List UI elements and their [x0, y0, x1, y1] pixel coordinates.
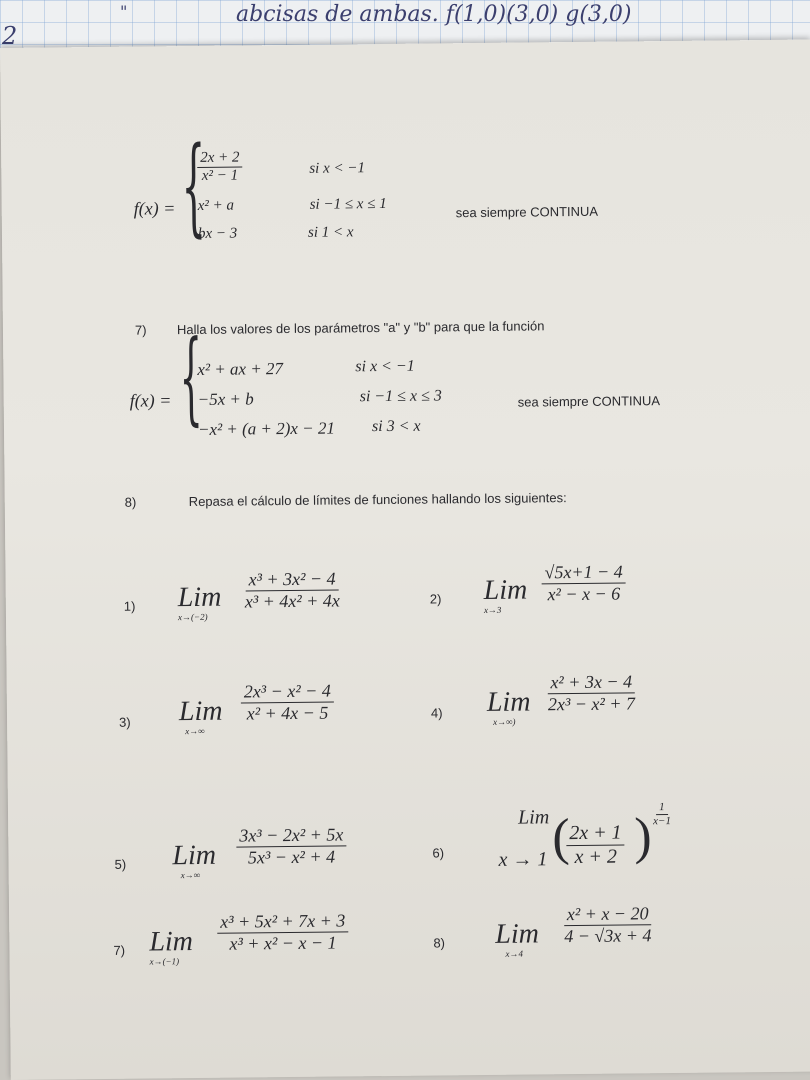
p7-case1-cond: si x < −1	[355, 357, 415, 376]
handwritten-note: abcisas de ambas. f(1,0)(3,0) g(3,0)	[236, 2, 632, 27]
quote-mark: "	[120, 2, 128, 21]
p7-case3-cond: si 3 < x	[371, 417, 421, 436]
p8-text: Repasa el cálculo de límites de funciones hallando los siguientes:	[188, 490, 567, 510]
lim2-fraction: $\frac{√5x+1 - 4}{\text{x² − x − 6}}$	[541, 561, 626, 604]
p7-number: 7)	[134, 322, 147, 338]
lim6-fraction: $\frac{2x + 1}{x + 2}$	[566, 822, 625, 870]
lim6-sub: x → 1	[498, 848, 548, 871]
margin-number: 2	[2, 22, 18, 50]
worksheet	[0, 40, 810, 1080]
p6-case2-expr: x² + a	[197, 197, 235, 214]
lim5-label: 5)	[114, 856, 127, 872]
lim8-fraction: $\frac{\text{x² + x − 20}}{4 - √3x + 4}$	[564, 903, 652, 946]
lim7-fraction: $\frac{\text{x³ + 5x² + 7x + 3}}{\text{x³ + x² − x − 1}}$	[217, 910, 349, 954]
p7-brace: {	[178, 322, 203, 438]
lim6-left-paren: (	[552, 809, 570, 867]
p6-f-label: f(x) =	[133, 198, 176, 219]
lim3-label: 3)	[118, 714, 131, 730]
lim6-exponent: $\frac{1}{x-1}$	[653, 801, 672, 827]
p7-text: Halla los valores de los parámetros "a" y "b" para que la función	[176, 318, 545, 338]
p6-case1-cond: si x < −1	[309, 160, 366, 177]
p6-case2-cond: si −1 ≤ x ≤ 1	[309, 195, 387, 213]
lim1-operator: Lim x→(−2)	[177, 581, 222, 623]
p7-f-label: f(x) =	[129, 390, 172, 411]
lim6-label: 6)	[432, 845, 445, 861]
lim5-fraction: $\frac{\text{3x³ − 2x² + 5x}}{\text{5x³ − x² + 4}}$	[236, 824, 347, 868]
lim5-operator: Lim x→∞	[172, 839, 217, 881]
lim7-label: 7)	[113, 942, 126, 958]
p6-case3-expr: bx − 3	[197, 225, 238, 242]
lim1-fraction: $\frac{\text{x³ + 3x² − 4}}{\text{x³ + 4x² + 4x}}$	[244, 568, 340, 612]
p7-case2-expr: −5x + b	[197, 389, 254, 409]
lim4-label: 4)	[430, 705, 443, 721]
p8-number: 8)	[124, 494, 137, 510]
lim2-label: 2)	[429, 591, 442, 607]
lim8-operator: Lim x→4	[495, 918, 540, 959]
lim4-operator: Lim x→∞)	[486, 686, 531, 727]
lim6-lim-word: Lim	[517, 806, 550, 829]
lim1-label: 1)	[123, 598, 136, 614]
p7-case1-expr: x² + ax + 27	[197, 359, 284, 379]
lim8-label: 8)	[433, 935, 446, 951]
p6-case1-expr: $\frac{2x + 2}{\text{x² − 1}}$	[197, 149, 243, 185]
lim7-operator: Lim x→(−1)	[149, 926, 194, 967]
p7-case3-expr: −x² + (a + 2)x − 21	[197, 418, 336, 439]
lim6-right-paren: )	[633, 808, 652, 866]
p7-note: sea siempre CONTINUA	[517, 393, 661, 410]
lim3-operator: Lim x→∞	[178, 695, 223, 737]
p7-case2-cond: si −1 ≤ x ≤ 3	[359, 387, 442, 406]
lim4-fraction: $\frac{\text{x² + 3x − 4}}{\text{2x³ − x² + 7}}$	[547, 671, 636, 714]
lim3-fraction: $\frac{\text{2x³ − x² − 4}}{\text{x² + 4x − 5}}$	[241, 681, 335, 724]
lim2-operator: Lim x→3	[483, 574, 528, 615]
p6-note: sea siempre CONTINUA	[455, 203, 599, 221]
p6-case3-cond: si 1 < x	[307, 224, 354, 241]
p6-brace: {	[180, 124, 207, 248]
